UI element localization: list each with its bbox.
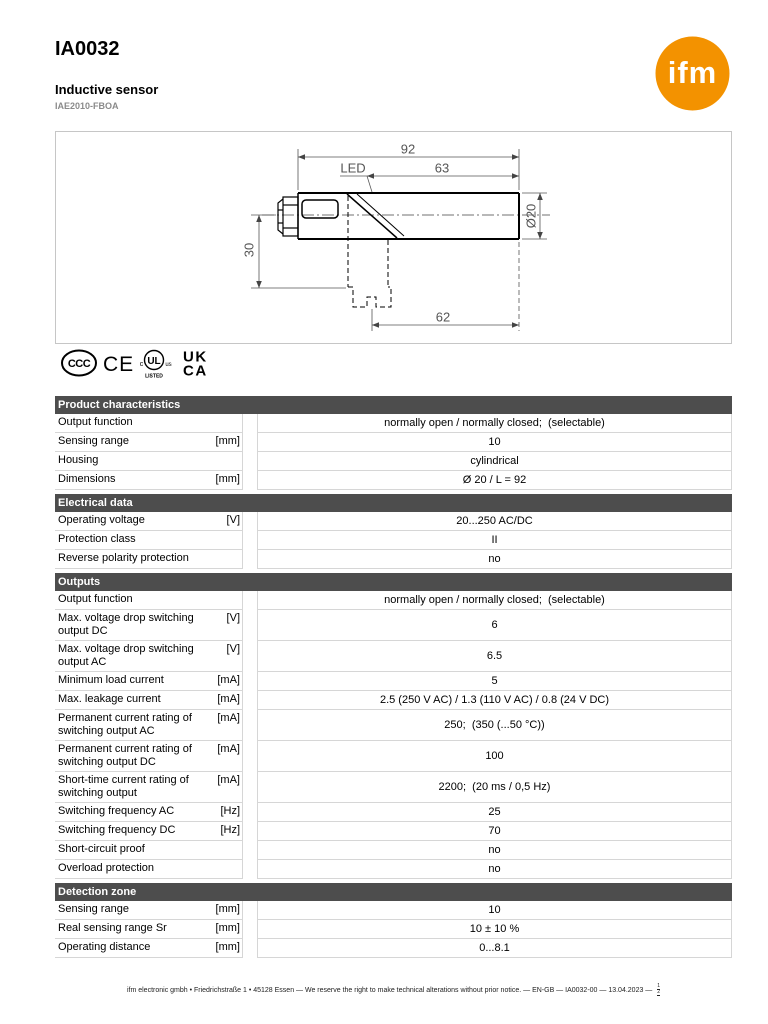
product-type: Inductive sensor [55, 82, 159, 97]
spec-label: Operating voltage [55, 512, 210, 531]
spec-unit [210, 531, 243, 550]
section-header: Electrical data [55, 494, 732, 512]
ukca-mark [183, 349, 208, 380]
spec-unit [210, 550, 243, 569]
dim-led-length [340, 176, 519, 192]
spec-label: Switching frequency AC [55, 803, 210, 822]
spec-label: Max. voltage drop switching output DC [55, 610, 210, 641]
svg-text:CCC: CCC [67, 358, 91, 370]
spec-value: normally open / normally closed; (selectable) [257, 414, 732, 433]
spec-row [55, 672, 732, 691]
section-header: Product characteristics [55, 396, 732, 414]
spec-label: Short-time current rating of switching output [55, 772, 210, 803]
spec-value: 6 [257, 610, 732, 641]
spec-row [55, 841, 732, 860]
svg-text:us: us [165, 362, 172, 368]
logo-text: ifm [667, 55, 718, 90]
spec-value: 6.5 [257, 641, 732, 672]
spec-unit: [mA] [210, 672, 243, 691]
spec-row [55, 772, 732, 803]
spec-unit: [V] [210, 641, 243, 672]
svg-text:LISTED: LISTED [145, 373, 163, 380]
spec-unit: [Hz] [210, 822, 243, 841]
spec-value: 10 ± 10 % [257, 920, 732, 939]
article-code: IAE2010-FBOA [55, 101, 119, 111]
spec-value: no [257, 860, 732, 879]
spec-unit [210, 841, 243, 860]
spec-label: Max. leakage current [55, 691, 210, 710]
spec-label: Sensing range [55, 433, 210, 452]
spec-row [55, 641, 732, 672]
spec-label: Reverse polarity protection [55, 550, 210, 569]
spec-unit: [mA] [210, 772, 243, 803]
spec-value: 5 [257, 672, 732, 691]
spec-row [55, 822, 732, 841]
section-header: Outputs [55, 573, 732, 591]
spec-value: 70 [257, 822, 732, 841]
spec-row [55, 710, 732, 741]
svg-text:UK: UK [183, 348, 208, 366]
spec-label: Output function [55, 591, 210, 610]
spec-unit: [mm] [210, 920, 243, 939]
spec-label: Sensing range [55, 901, 210, 920]
spec-row [55, 939, 732, 958]
spec-value: no [257, 841, 732, 860]
spec-table [55, 396, 732, 958]
svg-text:UL: UL [147, 356, 161, 367]
spec-unit [210, 860, 243, 879]
connector-nut [278, 197, 298, 236]
spec-value: normally open / normally closed; (selectable) [257, 591, 732, 610]
spec-label: Output function [55, 414, 210, 433]
spec-value: cylindrical [257, 452, 732, 471]
spec-value: Ø 20 / L = 92 [257, 471, 732, 490]
spec-value: 20...250 AC/DC [257, 512, 732, 531]
spec-row [55, 591, 732, 610]
dimension-drawing [55, 131, 732, 344]
product-title: IA0032 [55, 38, 120, 60]
led-label: LED [340, 160, 366, 176]
page-total: 2 [657, 989, 661, 995]
spec-label: Housing [55, 452, 210, 471]
spec-row [55, 512, 732, 531]
spec-row [55, 531, 732, 550]
dim-connector-height-label: 30 [241, 242, 257, 258]
spec-value: 250; (350 (...50 °C)) [257, 710, 732, 741]
dim-connector-length-label: 62 [435, 309, 451, 325]
spec-row [55, 691, 732, 710]
spec-row [55, 610, 732, 641]
spec-row [55, 741, 732, 772]
dim-led-length-label: 63 [434, 160, 450, 176]
spec-label: Permanent current rating of switching output AC [55, 710, 210, 741]
footer-text: ifm electronic gmbh • Friedrichstraße 1 • 45128 Essen — We reserve the right to make technical alterations without prior notice. — EN-GB — IA0032-00 — 13.04.2023 — [126, 986, 653, 994]
spec-label: Switching frequency DC [55, 822, 210, 841]
spec-value: 10 [257, 901, 732, 920]
spec-unit [210, 591, 243, 610]
page-number [657, 984, 660, 996]
spec-label: Operating distance [55, 939, 210, 958]
spec-value: II [257, 531, 732, 550]
page-current: 1 [657, 983, 661, 989]
spec-unit: [V] [210, 512, 243, 531]
spec-row [55, 803, 732, 822]
spec-row [55, 901, 732, 920]
spec-value: 2.5 (250 V AC) / 1.3 (110 V AC) / 0.8 (24 V DC) [257, 691, 732, 710]
spec-row [55, 414, 732, 433]
spec-label: Max. voltage drop switching output AC [55, 641, 210, 672]
ifm-logo [655, 36, 730, 111]
spec-unit: [mA] [210, 741, 243, 772]
spec-label: Protection class [55, 531, 210, 550]
certification-marks [58, 347, 218, 381]
spec-row [55, 550, 732, 569]
spec-unit: [Hz] [210, 803, 243, 822]
spec-row [55, 471, 732, 490]
spec-row [55, 860, 732, 879]
spec-row [55, 920, 732, 939]
spec-unit [210, 414, 243, 433]
led-stripe [347, 194, 397, 238]
spec-unit [210, 452, 243, 471]
spec-unit: [mA] [210, 710, 243, 741]
spec-label: Real sensing range Sr [55, 920, 210, 939]
spec-value: 25 [257, 803, 732, 822]
spec-unit: [mm] [210, 433, 243, 452]
spec-unit: [mm] [210, 939, 243, 958]
spec-value: 2200; (20 ms / 0,5 Hz) [257, 772, 732, 803]
spec-value: 0...8.1 [257, 939, 732, 958]
svg-text:CA: CA [183, 362, 208, 380]
sensor-body [298, 193, 519, 239]
connector-outline [348, 196, 391, 307]
spec-label: Dimensions [55, 471, 210, 490]
spec-row [55, 433, 732, 452]
section-header: Detection zone [55, 883, 732, 901]
dim-diameter-label: Ø20 [523, 203, 539, 229]
spec-value: no [257, 550, 732, 569]
spec-label: Minimum load current [55, 672, 210, 691]
spec-value: 100 [257, 741, 732, 772]
dim-total-length-label: 92 [400, 141, 416, 157]
footer [55, 984, 732, 996]
ce-mark: CE [103, 353, 135, 376]
ccc-mark [62, 351, 96, 376]
spec-unit: [mm] [210, 901, 243, 920]
spec-label: Permanent current rating of switching output DC [55, 741, 210, 772]
spec-unit: [V] [210, 610, 243, 641]
svg-text:c: c [139, 361, 144, 368]
spec-row [55, 452, 732, 471]
led-leader [367, 176, 372, 192]
ul-listed-mark [140, 351, 172, 380]
spec-unit: [mm] [210, 471, 243, 490]
spec-value: 10 [257, 433, 732, 452]
spec-label: Short-circuit proof [55, 841, 210, 860]
spec-unit: [mA] [210, 691, 243, 710]
spec-label: Overload protection [55, 860, 210, 879]
